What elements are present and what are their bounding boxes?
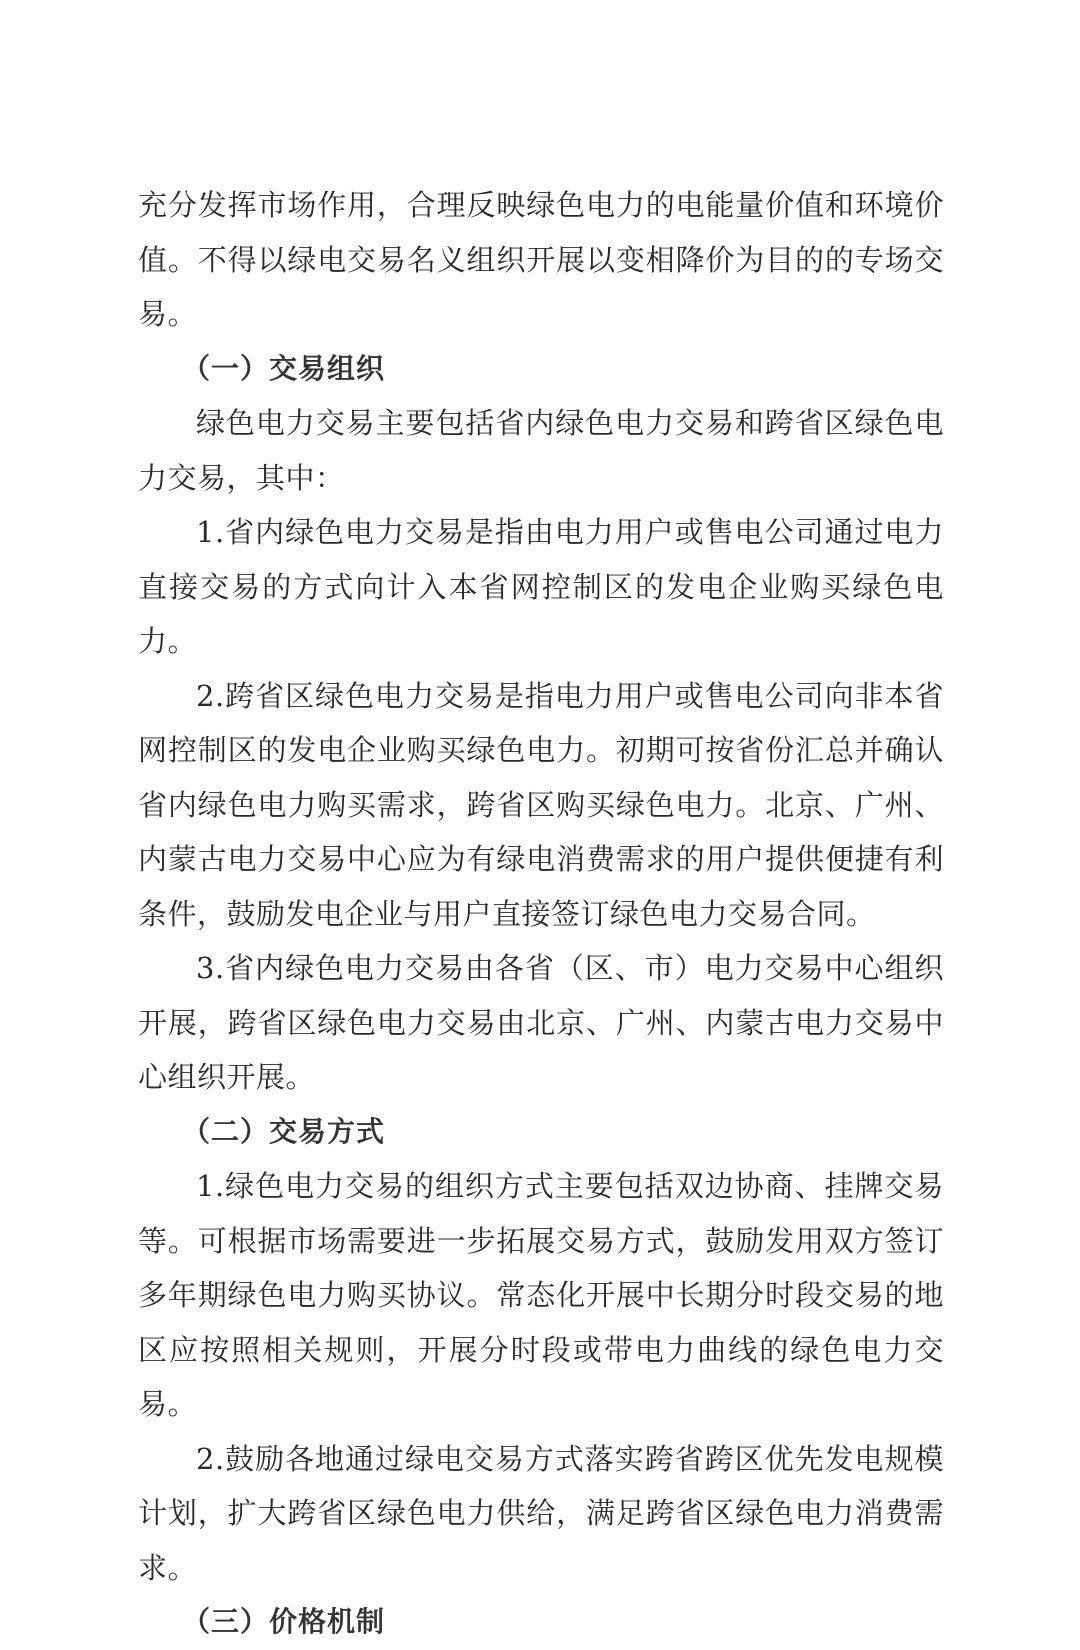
heading-trade-organization: （一）交易组织: [182, 351, 386, 385]
paragraph-intro: 充分发挥市场作用，合理反映绿色电力的电能量价值和环境价值。不得以绿电交易名义组织开展以变相降价为目的的专场交易。: [138, 188, 944, 331]
document-page: [138, 178, 944, 1650]
paragraph-trade-methods-2: 2.鼓励各地通过绿电交易方式落实跨省跨区优先发电规模计划，扩大跨省区绿色电力供给，满足跨省区绿色电力消费需求。: [138, 1441, 944, 1585]
paragraph-provincial-trade: 1.省内绿色电力交易是指由电力用户或售电公司通过电力直接交易的方式向计入本省网控制区的发电企业购买绿色电力。: [138, 515, 944, 658]
heading-trade-methods: （二）交易方式: [182, 1114, 386, 1148]
paragraph-trade-methods-1: 1.绿色电力交易的组织方式主要包括双边协商、挂牌交易等。可根据市场需要进一步拓展交易方式，鼓励发用双方签订多年期绿色电力购买协议。常态化开展中长期分时段交易的地区应按照相关规则，开展分时段或带电力曲线的绿色电力交易。: [138, 1169, 944, 1421]
paragraph-trade-scope: 绿色电力交易主要包括省内绿色电力交易和跨省区绿色电力交易，其中：: [138, 406, 944, 495]
paragraph-trade-organizers: 3.省内绿色电力交易由各省（区、市）电力交易中心组织开展，跨省区绿色电力交易由北京、广州、内蒙古电力交易中心组织开展。: [138, 951, 944, 1094]
heading-price-mechanism: （三）价格机制: [182, 1605, 386, 1638]
paragraph-cross-provincial-trade: 2.跨省区绿色电力交易是指电力用户或售电公司向非本省网控制区的发电企业购买绿色电力。初期可按省份汇总并确认省内绿色电力购买需求，跨省区购买绿色电力。北京、广州、内蒙古电力交易中心应为有绿电消费需求的用户提供便捷有利条件，鼓励发电企业与用户直接签订绿色电力交易合同。: [138, 678, 944, 931]
